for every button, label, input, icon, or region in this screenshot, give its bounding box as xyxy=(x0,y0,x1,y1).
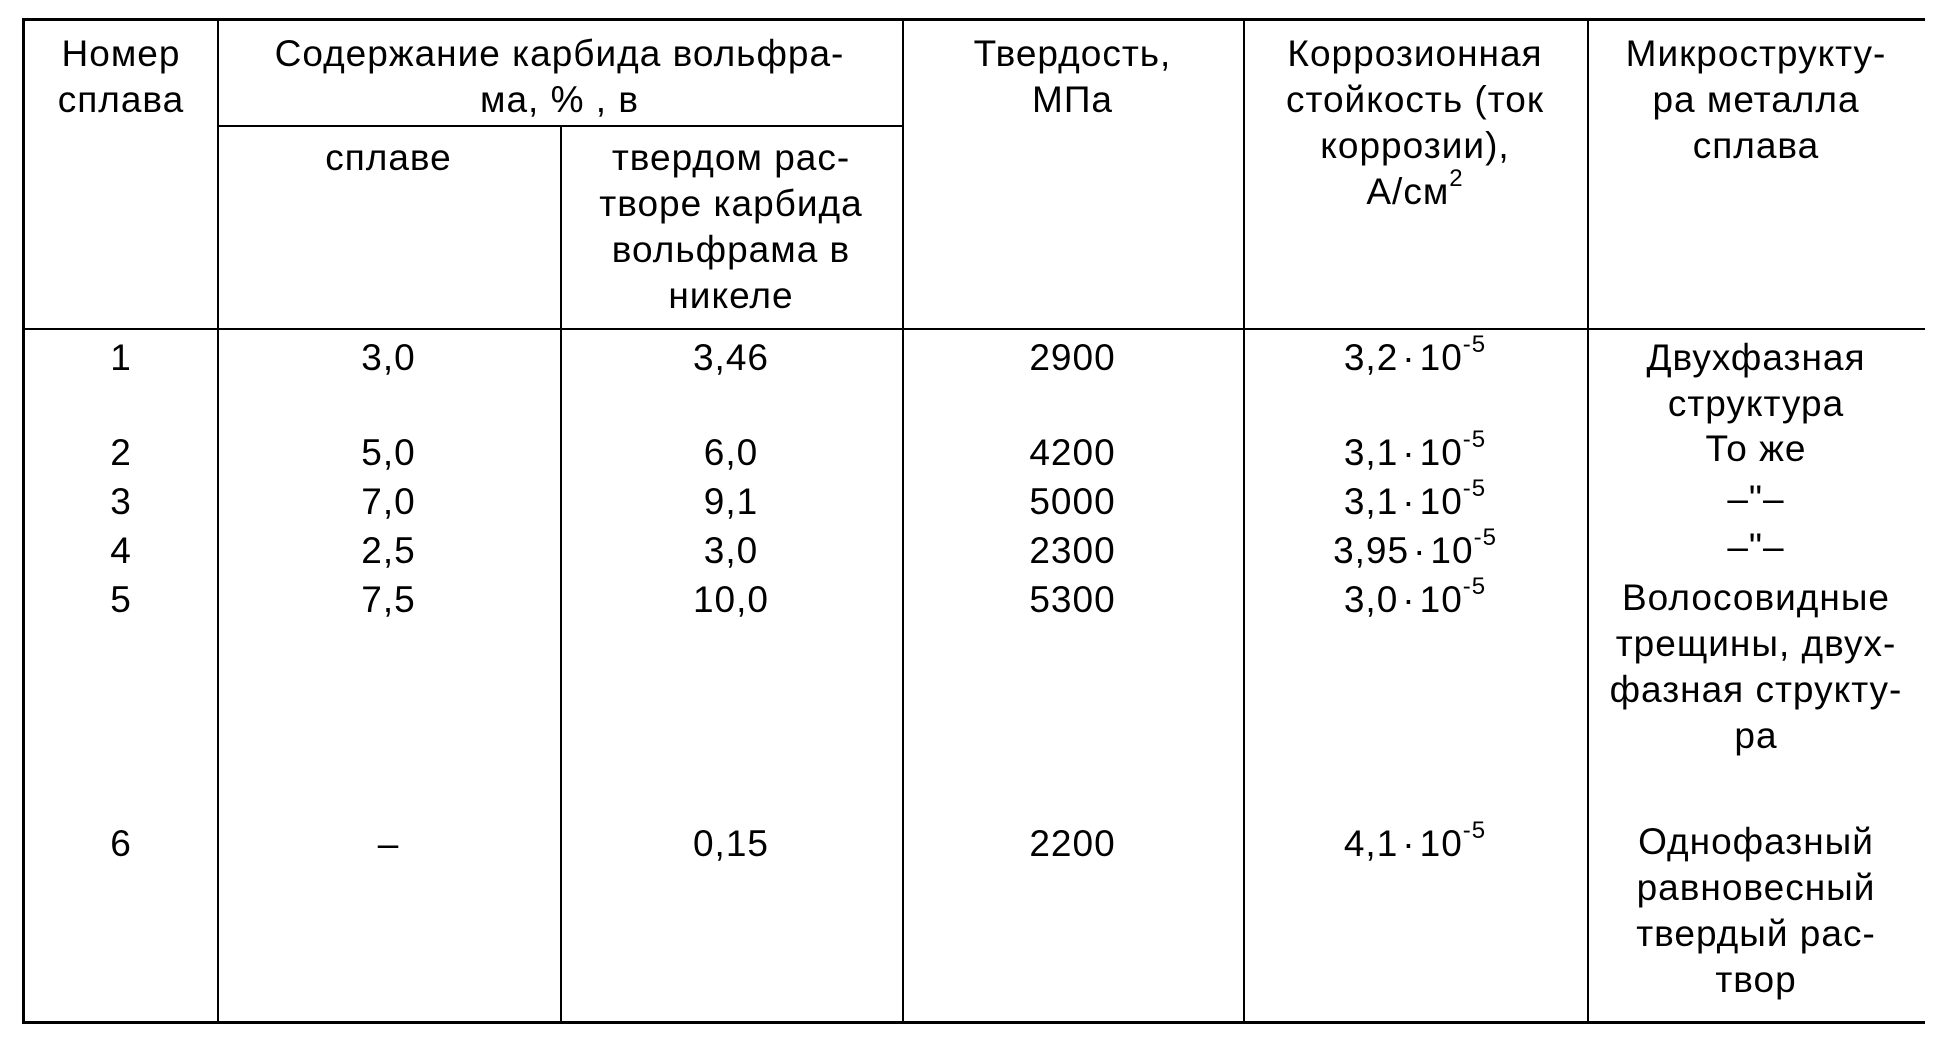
micro-line: фазная структу- xyxy=(1609,669,1903,710)
data-table xyxy=(22,18,1925,1024)
cell-content-alloy: 5,0 xyxy=(361,432,416,473)
cell-alloy-number: 3 xyxy=(110,481,132,522)
corrosion-base: 10 xyxy=(1430,530,1474,571)
header-bottom-rule xyxy=(25,328,1925,330)
subheader-divider xyxy=(217,125,902,127)
corrosion-base: 10 xyxy=(1419,432,1463,473)
corrosion-mantissa: 3,2 xyxy=(1343,337,1399,378)
header-alloy-number xyxy=(25,31,217,123)
header-line: коррозии), xyxy=(1320,125,1510,166)
header-content-in-alloy xyxy=(217,135,560,181)
corrosion-base: 10 xyxy=(1419,481,1463,522)
corrosion-exponent: -5 xyxy=(1462,475,1487,502)
micro-line: твердый рас- xyxy=(1636,913,1876,954)
cell-content-alloy: 2,5 xyxy=(361,530,416,571)
cell-content-solution: 3,0 xyxy=(703,530,759,571)
corrosion-exponent: -5 xyxy=(1462,331,1487,358)
header-line: вольфрама в xyxy=(611,229,851,270)
cell-microstructure xyxy=(1587,524,1925,570)
header-line: стойкость (ток xyxy=(1285,79,1545,120)
cell-corrosion xyxy=(1243,573,1587,623)
micro-line: Двухфазная xyxy=(1646,337,1866,378)
header-line: твердом рас- xyxy=(611,137,851,178)
header-line: никеле xyxy=(668,275,794,316)
cell-microstructure xyxy=(1587,335,1925,427)
header-line: Содержание карбида вольфра- xyxy=(274,33,845,74)
cell-hardness: 2900 xyxy=(1029,337,1116,378)
cell-alloy-number: 1 xyxy=(110,337,132,378)
corrosion-mantissa: 3,0 xyxy=(1343,579,1399,620)
multiply-dot: · xyxy=(1413,530,1427,571)
cell-corrosion xyxy=(1243,426,1587,476)
header-content-in-solution xyxy=(560,135,902,319)
micro-line: твор xyxy=(1715,959,1797,1000)
micro-line: То же xyxy=(1705,428,1807,469)
corrosion-exponent: -5 xyxy=(1473,524,1497,551)
micro-line: трещины, двух- xyxy=(1615,623,1897,664)
corrosion-mantissa: 3,1 xyxy=(1343,481,1399,522)
header-line: Микрострукту- xyxy=(1625,33,1887,74)
corrosion-unit: А/см xyxy=(1366,171,1450,212)
multiply-dot: · xyxy=(1402,481,1416,522)
micro-line: Волосовидные xyxy=(1621,577,1891,618)
header-line: ра металла xyxy=(1652,79,1860,120)
cell-alloy-number: 6 xyxy=(110,823,132,864)
corrosion-exponent: -5 xyxy=(1462,426,1487,453)
cell-microstructure xyxy=(1587,819,1925,1003)
cell-content-alloy: – xyxy=(377,823,400,864)
cell-content-solution: 10,0 xyxy=(692,579,769,620)
cell-hardness: 4200 xyxy=(1029,432,1116,473)
multiply-dot: · xyxy=(1402,579,1416,620)
header-line: сплава xyxy=(57,79,185,120)
corrosion-mantissa: 4,1 xyxy=(1343,823,1399,864)
micro-line: –"– xyxy=(1727,526,1785,567)
header-line: сплаве xyxy=(325,137,452,178)
cell-hardness: 5300 xyxy=(1029,579,1116,620)
cell-microstructure xyxy=(1587,476,1925,522)
header-line: Твердость, xyxy=(973,33,1172,74)
micro-line: равновесный xyxy=(1636,867,1876,908)
cell-corrosion xyxy=(1243,524,1587,574)
header-line: сплава xyxy=(1692,125,1820,166)
cell-alloy-number: 4 xyxy=(110,530,132,571)
cell-content-solution: 6,0 xyxy=(703,432,759,473)
multiply-dot: · xyxy=(1402,337,1416,378)
corrosion-base: 10 xyxy=(1419,579,1463,620)
corrosion-mantissa: 3,1 xyxy=(1343,432,1399,473)
cell-content-solution: 0,15 xyxy=(692,823,769,864)
multiply-dot: · xyxy=(1402,432,1416,473)
corrosion-unit-exponent: 2 xyxy=(1449,165,1464,192)
micro-line: структура xyxy=(1667,383,1845,424)
cell-content-solution: 3,46 xyxy=(692,337,769,378)
header-content-group xyxy=(217,31,902,123)
cell-content-alloy: 3,0 xyxy=(361,337,416,378)
header-line: МПа xyxy=(1032,79,1113,120)
header-line: Коррозионная xyxy=(1287,33,1543,74)
corrosion-base: 10 xyxy=(1419,823,1463,864)
header-line: ма, % , в xyxy=(480,79,639,120)
header-line: творе карбида xyxy=(599,183,863,224)
cell-hardness: 2200 xyxy=(1029,823,1116,864)
cell-microstructure xyxy=(1587,426,1925,472)
corrosion-base: 10 xyxy=(1419,337,1463,378)
micro-line: ра xyxy=(1734,715,1778,756)
cell-alloy-number: 5 xyxy=(110,579,132,620)
cell-content-alloy: 7,5 xyxy=(361,579,416,620)
header-microstructure xyxy=(1587,31,1925,169)
cell-content-alloy: 7,0 xyxy=(361,481,416,522)
header-line: Номер xyxy=(61,33,181,74)
multiply-dot: · xyxy=(1402,823,1416,864)
micro-line: –"– xyxy=(1727,478,1785,519)
corrosion-exponent: -5 xyxy=(1462,817,1487,844)
cell-microstructure xyxy=(1587,575,1925,759)
header-line xyxy=(1243,165,1587,215)
cell-hardness: 2300 xyxy=(1029,530,1116,571)
header-corrosion xyxy=(1243,31,1587,215)
corrosion-exponent: -5 xyxy=(1462,573,1487,600)
cell-content-solution: 9,1 xyxy=(703,481,759,522)
cell-alloy-number: 2 xyxy=(110,432,132,473)
cell-corrosion xyxy=(1243,817,1587,867)
cell-corrosion xyxy=(1243,475,1587,525)
corrosion-mantissa: 3,95 xyxy=(1333,530,1410,571)
micro-line: Однофазный xyxy=(1638,821,1874,862)
cell-corrosion xyxy=(1243,331,1587,381)
cell-hardness: 5000 xyxy=(1029,481,1116,522)
header-hardness xyxy=(902,31,1243,123)
